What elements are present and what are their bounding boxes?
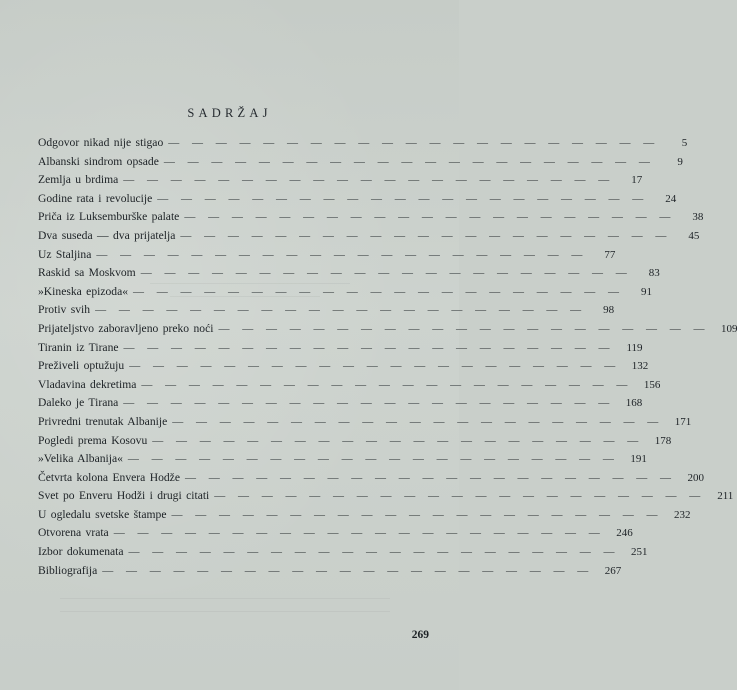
toc-dash-leader: — — — — — — — — — — — — — — — — — — — — —: [184, 471, 676, 484]
toc-entry-title: Protiv svih: [38, 303, 91, 317]
toc-dash-leader: — — — — — — — — — — — — — — — — — — — — —: [102, 564, 594, 577]
toc-entry-page-number: 91: [641, 285, 653, 298]
toc-entry: [38, 173, 643, 192]
toc-entry: [38, 563, 622, 583]
toc-entry-title: Četvrta kolona Envera Hodže: [38, 470, 180, 484]
toc-entry-title: Albanski sindrom opsade: [38, 154, 159, 168]
toc-entry-title: Preživeli optužuju: [38, 359, 125, 373]
toc-entry-title: Odgovor nikad nije stigao: [38, 136, 164, 149]
toc-entry-page-number: 109: [720, 322, 737, 335]
toc-entry-page-number: 171: [674, 415, 692, 428]
toc-entry-title: Privredni trenutak Albanije: [38, 414, 168, 428]
toc-entry-title: Priča iz Luksemburške palate: [38, 210, 180, 224]
toc-entry-title: Tiranin iz Tirane: [38, 340, 119, 354]
toc-entry-page-number: 246: [616, 527, 633, 540]
toc-entry-title: Dva suseda — dva prijatelja: [38, 228, 176, 242]
toc-entry-title: Izbor dokumenata: [38, 545, 124, 559]
toc-entry-title: Pogledi prema Kosovu: [38, 433, 148, 447]
toc-entry: [38, 377, 661, 397]
toc-entry-page-number: 267: [604, 564, 622, 577]
toc-entry-page-number: 211: [717, 490, 734, 503]
toc-entry-title: Raskid sa Moskvom: [38, 266, 136, 280]
toc-entry: [38, 228, 700, 248]
toc-entry: [38, 489, 734, 508]
table-of-contents: [38, 136, 737, 582]
toc-entry: [38, 452, 647, 471]
toc-dash-leader: — — — — — — — — — — — — — — — — — — — — —: [128, 546, 620, 559]
toc-entry-title: U ogledalu svetske štampe: [38, 507, 167, 521]
toc-entry-title: Daleko je Tirana: [38, 396, 119, 410]
toc-entry-title: Uz Staljina: [38, 247, 92, 261]
toc-dash-leader: — — — — — — — — — — — — — — — — — — — — —: [95, 304, 587, 317]
toc-entry-title: Godine rata i revolucije: [38, 191, 153, 205]
toc-entry-page-number: 168: [625, 397, 643, 410]
toc-dash-leader: — — — — — — — — — — — — — — — — — — — — —: [133, 285, 625, 298]
toc-entry-title: »Kineska epizoda«: [38, 284, 129, 298]
contents-heading: SADRŽAJ: [187, 106, 272, 120]
toc-entry: [38, 136, 688, 155]
toc-entry: [38, 284, 653, 304]
toc-entry-page-number: 17: [631, 174, 643, 187]
toc-entry-title: Zemlja u brdima: [38, 173, 119, 187]
toc-entry: [38, 210, 704, 229]
toc-dash-leader: — — — — — — — — — — — — — — — — — — — — —: [113, 527, 605, 540]
toc-entry: [38, 247, 616, 267]
toc-dash-leader: — — — — — — — — — — — — — — — — — — — — —: [123, 341, 615, 354]
toc-entry-page-number: 178: [654, 434, 672, 447]
toc-entry-page-number: 251: [631, 546, 648, 559]
toc-entry-page-number: 5: [681, 137, 688, 149]
toc-dash-leader: — — — — — — — — — — — — — — — — — — — — —: [123, 174, 615, 187]
toc-dash-leader: — — — — — — — — — — — — — — — — — — — — —: [163, 155, 655, 168]
toc-entry: [38, 321, 737, 341]
toc-entry-page-number: 38: [692, 211, 704, 224]
toc-entry: [38, 340, 643, 360]
toc-dash-leader: — — — — — — — — — — — — — — — — — — — — —: [152, 434, 644, 447]
toc-entry: [38, 396, 643, 415]
toc-entry: [38, 526, 633, 545]
toc-entry: [38, 470, 704, 490]
show-through-line: [60, 598, 390, 599]
toc-entry-page-number: 191: [630, 453, 647, 466]
toc-entry-page-number: 45: [688, 229, 700, 242]
toc-entry-page-number: 83: [648, 267, 660, 280]
toc-entry: [38, 359, 649, 378]
toc-entry-title: Bibliografija: [38, 563, 98, 577]
show-through-line: [170, 296, 320, 297]
toc-entry-title: »Velika Albanija«: [38, 452, 123, 466]
toc-entry: [38, 507, 691, 527]
toc-entry-page-number: 9: [677, 155, 683, 168]
toc-dash-leader: — — — — — — — — — — — — — — — — — — — — —: [218, 322, 710, 335]
toc-dash-leader: — — — — — — — — — — — — — — — — — — — — —: [171, 508, 663, 521]
toc-entry-page-number: 232: [673, 508, 691, 521]
toc-entry: [38, 266, 660, 285]
show-through-line: [150, 283, 350, 284]
toc-dash-leader: — — — — — — — — — — — — — — — — — — — — —: [141, 378, 633, 391]
show-through-line: [60, 611, 390, 612]
toc-dash-leader: — — — — — — — — — — — — — — — — — — — — —: [184, 211, 676, 224]
toc-dash-leader: — — — — — — — — — — — — — — — — — — — — —: [214, 490, 706, 503]
toc-entry-title: Otvorena vrata: [38, 526, 109, 540]
toc-entry-page-number: 132: [631, 360, 649, 373]
toc-dash-leader: — — — — — — — — — — — — — — — — — — — — —: [157, 192, 649, 205]
toc-dash-leader: — — — — — — — — — — — — — — — — — — — — —: [180, 229, 672, 242]
toc-entry: [38, 154, 683, 174]
toc-entry-title: Svet po Enveru Hodži i drugi citati: [38, 489, 210, 503]
toc-dash-leader: — — — — — — — — — — — — — — — — — — — — —: [129, 360, 621, 373]
toc-entry: [38, 303, 615, 322]
toc-dash-leader: — — — — — — — — — — — — — — — — — — — — —: [127, 453, 619, 466]
toc-entry-page-number: 119: [626, 341, 643, 354]
page-number: 269: [411, 629, 429, 641]
toc-entry-page-number: 200: [687, 471, 704, 484]
toc-entry: [38, 433, 672, 453]
toc-entry: [38, 191, 677, 211]
toc-dash-leader: — — — — — — — — — — — — — — — — — — — — —: [96, 248, 588, 261]
toc-dash-leader: — — — — — — — — — — — — — — — — — — — — —: [123, 397, 615, 410]
toc-dash-leader: — — — — — — — — — — — — — — — — — — — — —: [140, 267, 632, 280]
toc-entry-page-number: 156: [643, 378, 661, 391]
toc-entry-page-number: 77: [604, 248, 616, 261]
toc-entry: [38, 414, 692, 434]
toc-entry-title: Vladavina dekretima: [38, 377, 137, 391]
toc-entry-page-number: 98: [603, 304, 615, 317]
toc-entry-title: Prijateljstvo zaboravljeno preko noći: [38, 321, 214, 335]
toc-entry: [38, 545, 648, 564]
toc-dash-leader: — — — — — — — — — — — — — — — — — — — — —: [168, 137, 660, 149]
toc-entry-page-number: 24: [665, 192, 677, 205]
toc-dash-leader: — — — — — — — — — — — — — — — — — — — — —: [172, 415, 664, 428]
